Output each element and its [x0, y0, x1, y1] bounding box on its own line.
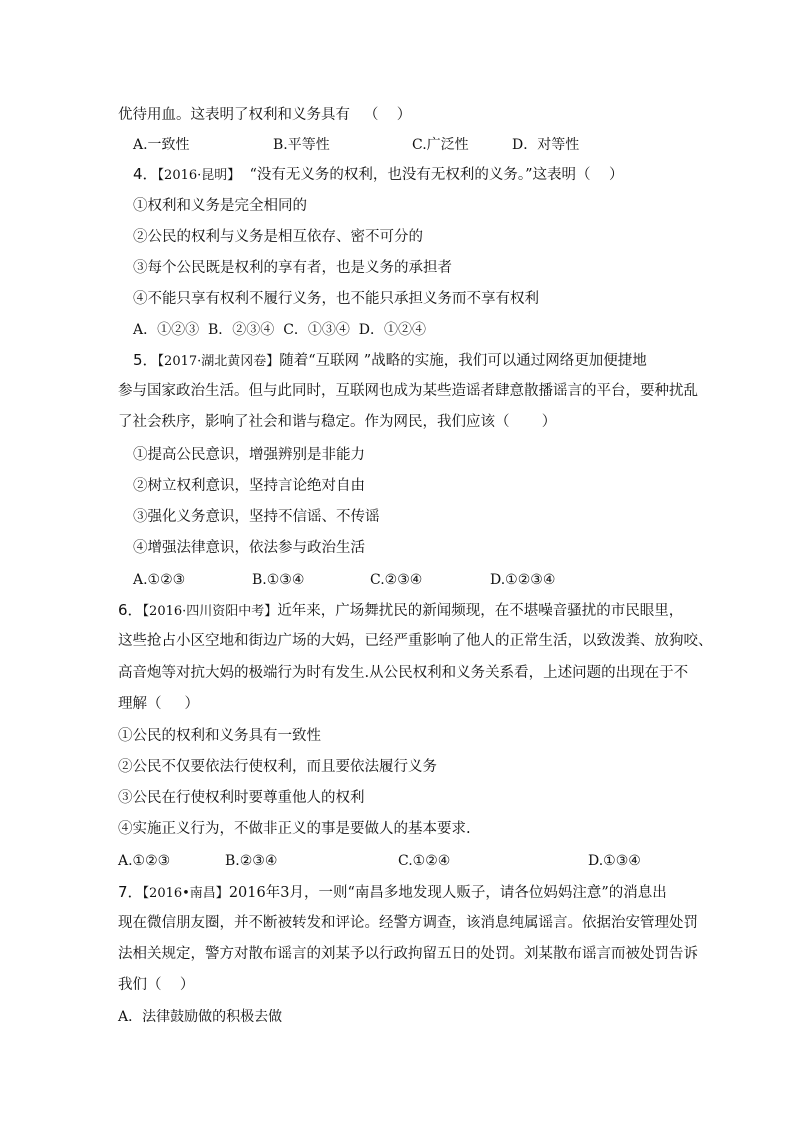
q3-stem-tail: 优待用血。这表明了权利和义务具有 （ ）	[118, 107, 412, 123]
q3-option-b: B.平等性	[273, 137, 330, 153]
q3-option-c: C.广泛性	[412, 137, 469, 153]
q4-source: 【2016·昆明】	[157, 168, 241, 183]
q6-stem-line-2: 这些抢占小区空地和街边广场的大妈，已经严重影响了他人的正常生活，以致泼粪、放狗咬、	[118, 633, 713, 649]
q4-item-4: ④不能只享有权利不履行义务，也不能只承担义务而不享有权利	[133, 291, 539, 307]
q5-item-3: ③强化义务意识，坚持不信谣、不传谣	[133, 509, 380, 525]
q4-stem	[133, 165, 624, 185]
q7-stem-line-4: 我们（ ）	[118, 977, 195, 993]
q5-option-d: D.①②③④	[490, 572, 556, 588]
q6-option-d: D.①③④	[588, 853, 641, 869]
q5-stem-line-1	[133, 351, 647, 371]
q5-stem-text: 随着“互联网 ”战略的实施，我们可以通过网络更加便捷地	[279, 353, 647, 369]
q6-item-2: ②公民不仅要依法行使权利，而且要依法履行义务	[118, 759, 437, 775]
q7-source: 【2016•南昌】	[142, 886, 229, 901]
q5-item-2: ②树立权利意识，坚持言论绝对自由	[133, 478, 365, 494]
q7-stem-line-2: 现在微信朋友圈，并不断被转发和评论。经警方调查，该消息纯属谣言。依据治安管理处罚	[118, 915, 698, 931]
q6-stem-text: 近年来，广场舞扰民的新闻频现，在不堪噪音骚扰的市民眼里，	[277, 603, 684, 619]
q6-source: 【2016·四川资阳中考】	[142, 604, 278, 619]
q5-item-1: ①提高公民意识，增强辨别是非能力	[133, 447, 365, 463]
q6-option-b: B.②③④	[225, 853, 278, 869]
q6-stem-line-4: 理解（ ）	[118, 696, 200, 712]
q5-number: 5．	[133, 351, 158, 369]
q7-option-a: A．法律鼓励做的积极去做	[118, 1009, 283, 1025]
q7-number: 7．	[118, 883, 143, 901]
q4-stem-text: “没有无义务的权利，也没有无权利的义务。”这表明（ ）	[249, 167, 624, 183]
q5-option-a: A.①②③	[133, 572, 186, 588]
q3-option-a: A.一致性	[133, 137, 190, 153]
q6-stem-line-1	[118, 601, 683, 621]
q4-item-1: ①权利和义务是完全相同的	[133, 198, 307, 214]
q5-option-c: C.②③④	[370, 572, 423, 588]
q4-number: 4．	[133, 165, 158, 183]
q6-stem-line-3: 高音炮等对抗大妈的极端行为时有发生.从公民权利和义务关系看，上述问题的出现在于不	[118, 665, 689, 681]
q7-stem-line-3: 法相关规定，警方对散布谣言的刘某予以行政拘留五日的处罚。刘某散布谣言而被处罚告诉	[118, 946, 698, 962]
q6-item-1: ①公民的权利和义务具有一致性	[118, 728, 321, 744]
q4-item-3: ③每个公民既是权利的享有者，也是义务的承担者	[133, 260, 452, 276]
q5-item-4: ④增强法律意识，依法参与政治生活	[133, 540, 365, 556]
q4-options: A．①②③ B．②③④ C．①③④ D．①②④	[133, 322, 427, 338]
q5-source: 【2017·湖北黄冈卷】	[157, 354, 280, 369]
q3-option-d: D．对等性	[512, 137, 580, 153]
q6-item-4: ④实施正义行为，不做非正义的事是要做人的基本要求.	[118, 821, 471, 837]
q6-option-c: C.①②④	[398, 853, 451, 869]
q7-stem-line-1	[118, 883, 667, 903]
q4-item-2: ②公民的权利与义务是相互依存、密不可分的	[133, 229, 423, 245]
q7-stem-text: 2016年3月，一则“南昌多地发现人贩子，请各位妈妈注意”的消息出	[228, 885, 667, 901]
q5-option-b: B.①③④	[252, 572, 305, 588]
q6-number: 6．	[118, 601, 143, 619]
q6-option-a: A.①②③	[118, 853, 171, 869]
q5-stem-line-3: 了社会秩序，影响了社会和谐与稳定。作为网民，我们应该（ ）	[118, 414, 557, 430]
q5-stem-line-2: 参与国家政治生活。但与此同时，互联网也成为某些造谣者肆意散播谣言的平台，要种扰乱	[118, 383, 698, 399]
q6-item-3: ③公民在行使权利时要尊重他人的权利	[118, 790, 365, 806]
